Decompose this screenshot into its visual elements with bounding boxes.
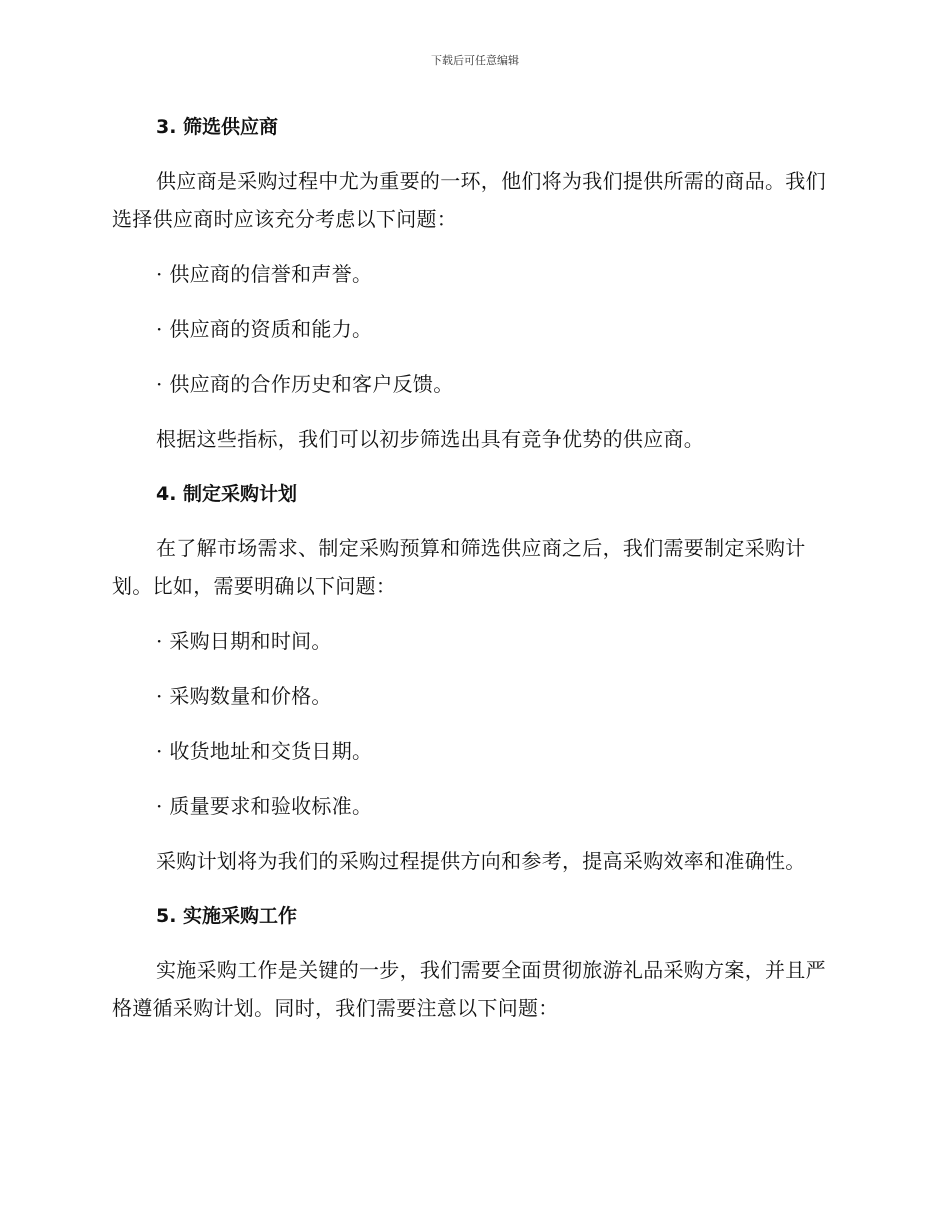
bullet-item: · 采购数量和价格。 — [156, 684, 332, 708]
section-intro: 在了解市场需求、制定采购预算和筛选供应商之后，我们需要制定采购计划。比如，需要明确以下问题： — [112, 536, 806, 598]
bullet-item: · 采购日期和时间。 — [156, 629, 332, 653]
section-conclusion: 采购计划将为我们的采购过程提供方向和参考，提高采购效率和准确性。 — [156, 849, 806, 873]
section-purchase-plan — [112, 475, 838, 880]
section-heading: 5. 实施采购工作 — [156, 905, 298, 927]
bullet-item: · 收货地址和交货日期。 — [156, 739, 373, 763]
section-implement-purchase — [112, 897, 838, 1027]
section-supplier-screening — [112, 108, 838, 458]
section-heading: 4. 制定采购计划 — [156, 483, 298, 505]
document-body — [112, 108, 838, 1044]
bullet-item: · 供应商的信誉和声誉。 — [156, 262, 373, 286]
section-heading: 3. 筛选供应商 — [156, 116, 279, 138]
bullet-item: · 质量要求和验收标准。 — [156, 794, 373, 818]
section-conclusion: 根据这些指标，我们可以初步筛选出具有竞争优势的供应商。 — [156, 427, 705, 451]
bullet-item: · 供应商的资质和能力。 — [156, 317, 373, 341]
page-header: 下载后可任意编辑 — [431, 54, 519, 67]
section-intro: 实施采购工作是关键的一步，我们需要全面贯彻旅游礼品采购方案，并且严格遵循采购计划。同时，我们需要注意以下问题： — [112, 958, 826, 1020]
bullet-item: · 供应商的合作历史和客户反馈。 — [156, 372, 454, 396]
section-intro: 供应商是采购过程中尤为重要的一环，他们将为我们提供所需的商品。我们选择供应商时应该充分考虑以下问题： — [112, 169, 826, 231]
